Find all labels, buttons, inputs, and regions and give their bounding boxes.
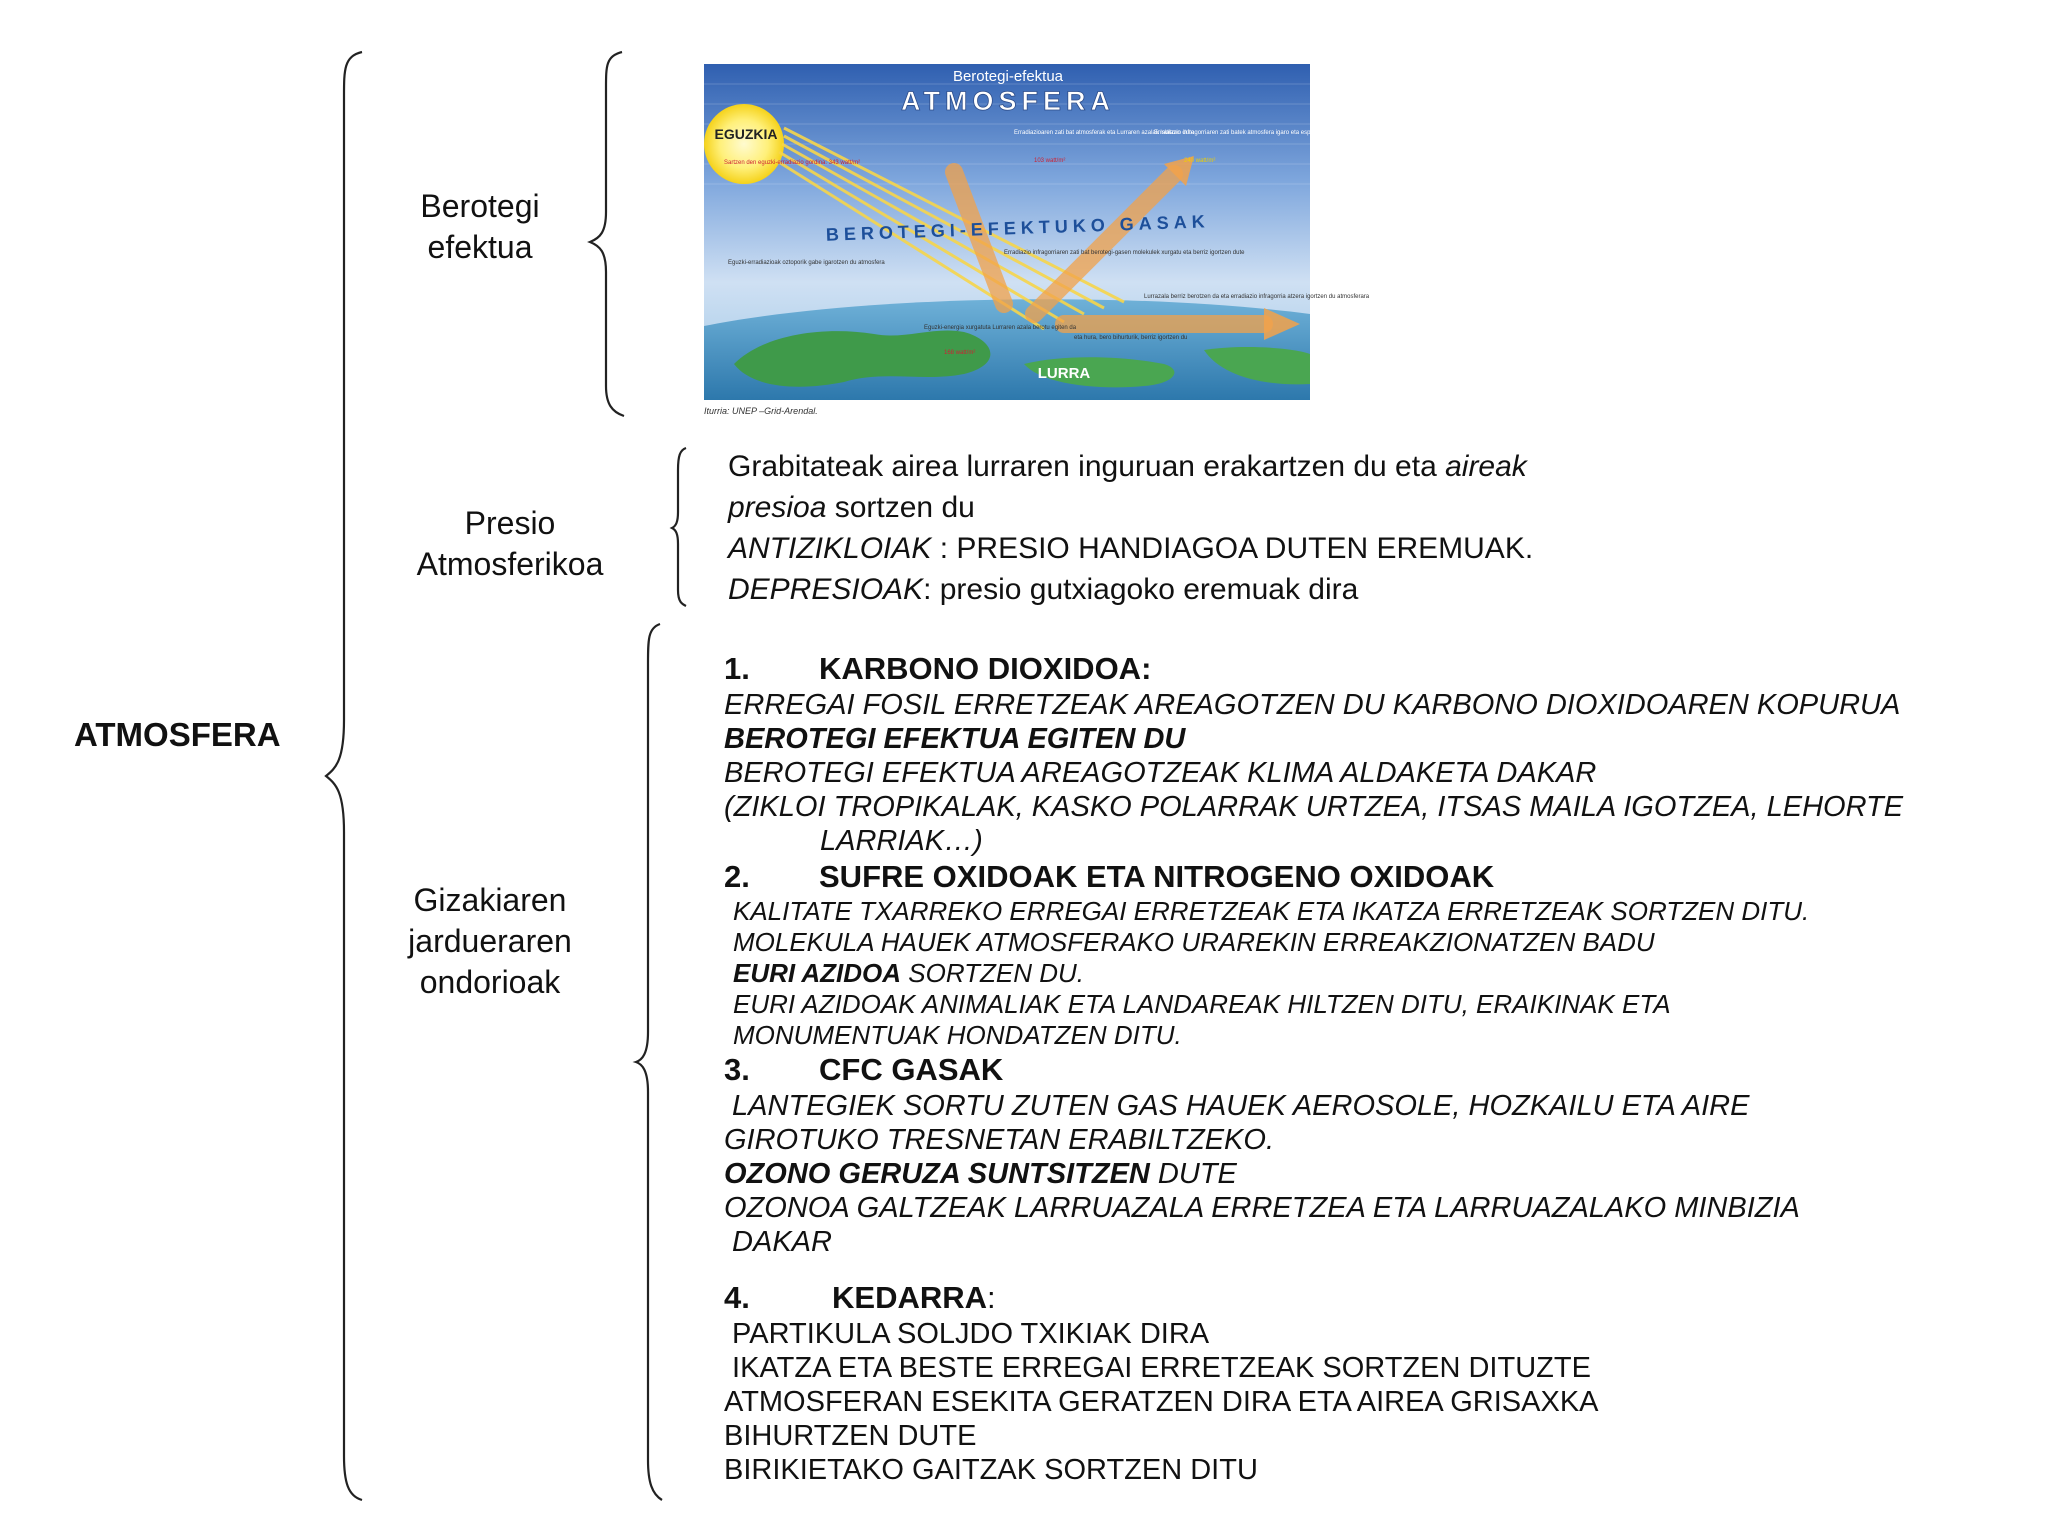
text-span: DEPRESIOAK (728, 573, 924, 606)
fig-sun-label: EGUZKIA (714, 126, 778, 142)
fig-note: Lurrazala berriz berotzen da eta erradiazio infragorria atzera igortzen du atmosferara (1144, 294, 1370, 300)
section-title: KARBONO DIOXIDOA: (819, 651, 1152, 686)
section-title: CFC GASAK (819, 1052, 1004, 1087)
text-span: : PRESIO HANDIAGOA DUTEN EREMUAK. (931, 532, 1534, 565)
figure-source: Iturria: UNEP –Grid-Arendal. (704, 406, 818, 416)
section-line: EURI AZIDOAK ANIMALIAK ETA LANDAREAK HILTZEN DITU, ERAIKINAK ETA (733, 989, 1671, 1019)
section-line (724, 1157, 2024, 1191)
fig-gases-label: BEROTEGI-EFEKTUKO GASAK (825, 211, 1211, 245)
section-line: MOLEKULA HAUEK ATMOSFERAKO URAREKIN ERREAKZIONATZEN BADU (733, 927, 1655, 957)
section-line: GIROTUKO TRESNETAN ERABILTZEKO. (724, 1124, 1274, 1156)
section-number: 2. (724, 859, 750, 894)
presio-line (728, 569, 1928, 610)
section-title: KEDARRA (832, 1280, 987, 1315)
fig-note: 168 watt/m² (944, 350, 976, 356)
section-line: BIRIKIETAKO GAITZAK SORTZEN DITU (724, 1454, 1258, 1486)
fig-title: ATMOSFERA (901, 86, 1115, 116)
text-span: sortzen du (826, 491, 975, 524)
presio-line (728, 528, 1928, 569)
text-span: DUTE (1149, 1158, 1237, 1190)
fig-note: Eguzki-erradiazioak oztoporik gabe igarotzen du atmosfera (728, 260, 885, 266)
section-line: BEROTEGI EFEKTUA EGITEN DU (724, 723, 1186, 755)
fig-note: Erradiazio infragorriaren zati bat berotegi-gasen molekulek xurgatu eta berriz igortzen dute (1004, 250, 1245, 256)
branch-line: Atmosferikoa (416, 546, 604, 582)
sun-icon (704, 104, 784, 184)
fig-note: Eguzki-energia xurgatuta Lurraren azala berotu egiten da (924, 325, 1077, 331)
text-span: SORTZEN DU. (901, 958, 1085, 988)
fig-subtitle: Berotegi-efektua (952, 68, 1064, 85)
fig-note: Erradiazio infragorriaren zati batek atmosfera igaro eta espaziora galtzen da (1154, 130, 1357, 136)
section-heading (724, 1279, 2024, 1317)
gizakia-brace (636, 624, 662, 1500)
fig-note: Erradiazioaren zati bat atmosferak eta Lurraren azalak islatzen dute (1014, 130, 1195, 136)
presio-line (728, 487, 1928, 528)
section-line: LARRIAK…) (820, 825, 983, 857)
text-span: : presio gutxiagoko eremuak dira (923, 573, 1359, 606)
branch-line: jardueraren (408, 923, 572, 959)
text-span: OZONO GERUZA SUNTSITZEN (724, 1158, 1150, 1190)
presio-text (728, 446, 1928, 610)
section-heading (724, 1051, 2024, 1089)
presio-brace (672, 448, 686, 606)
branch-line: Gizakiaren (413, 882, 567, 918)
fig-note: 240 watt/m² (1184, 158, 1216, 164)
fig-note: Sartzen den eguzki-erradiazio gordina: 343 watt/m² (724, 160, 861, 166)
berotegi-brace (590, 52, 624, 416)
branch-line: Presio (464, 505, 556, 541)
text-span: presioa (728, 491, 827, 524)
page-title: ATMOSFERA (74, 716, 281, 753)
section-number: 1. (724, 651, 750, 686)
section-title-colon: : (987, 1280, 996, 1315)
section-line: BIHURTZEN DUTE (724, 1420, 977, 1452)
section-line: PARTIKULA SOLJDO TXIKIAK DIRA (724, 1318, 1210, 1350)
section-line: LANTEGIEK SORTU ZUTEN GAS HAUEK AEROSOLE, HOZKAILU ETA AIRE (724, 1090, 1750, 1122)
section-line: DAKAR (724, 1226, 832, 1258)
fig-note: 103 watt/m² (1034, 158, 1066, 164)
main-brace (326, 52, 362, 1500)
text-span: aireak (1445, 450, 1527, 483)
section-line: ATMOSFERAN ESEKITA GERATZEN DIRA ETA AIREA GRISAXKA (724, 1386, 1599, 1418)
human-section (724, 650, 2024, 1487)
branch-berotegi-label (380, 186, 580, 268)
section-number: 3. (724, 1052, 750, 1087)
section-line: BEROTEGI EFEKTUA AREAGOTZEAK KLIMA ALDAKETA DAKAR (724, 757, 1597, 789)
section-line (733, 958, 2024, 989)
section-line: MONUMENTUAK HONDATZEN DITU. (733, 1020, 1182, 1050)
text-span: EURI AZIDOA (733, 958, 902, 988)
section-line: (ZIKLOI TROPIKALAK, KASKO POLARRAK URTZEA, ITSAS MAILA IGOTZEA, LEHORTE (724, 791, 1904, 823)
section-line: ERREGAI FOSIL ERRETZEAK AREAGOTZEN DU KARBONO DIOXIDOAREN KOPURUA (724, 689, 1901, 721)
branch-presio-label (380, 503, 640, 585)
section-title: SUFRE OXIDOAK ETA NITROGENO OXIDOAK (819, 859, 1495, 894)
section-heading (724, 858, 2024, 896)
section-heading (724, 650, 2024, 688)
section-number: 4. (724, 1280, 750, 1315)
branch-line: ondorioak (419, 964, 561, 1000)
fig-earth-label: LURRA (1037, 365, 1091, 382)
section-line: KALITATE TXARREKO ERREGAI ERRETZEAK ETA IKATZA ERRETZEAK SORTZEN DITU. (733, 896, 1810, 926)
section-line: OZONOA GALTZEAK LARRUAZALA ERRETZEA ETA LARRUAZALAKO MINBIZIA (724, 1192, 1800, 1224)
text-span: ANTIZIKLOIAK (728, 532, 932, 565)
fig-note: eta hura, bero bihurturik, berriz igortzen du (1074, 335, 1188, 341)
branch-gizakia-label (380, 880, 600, 1003)
branch-line: efektua (427, 229, 533, 265)
presio-line (728, 446, 1928, 487)
section-line: IKATZA ETA BESTE ERREGAI ERRETZEAK SORTZEN DITUZTE (724, 1352, 1591, 1384)
branch-line: Berotegi (420, 188, 540, 224)
greenhouse-figure (704, 64, 1370, 400)
text-span: Grabitateak airea lurraren inguruan erakartzen du eta (728, 450, 1446, 483)
